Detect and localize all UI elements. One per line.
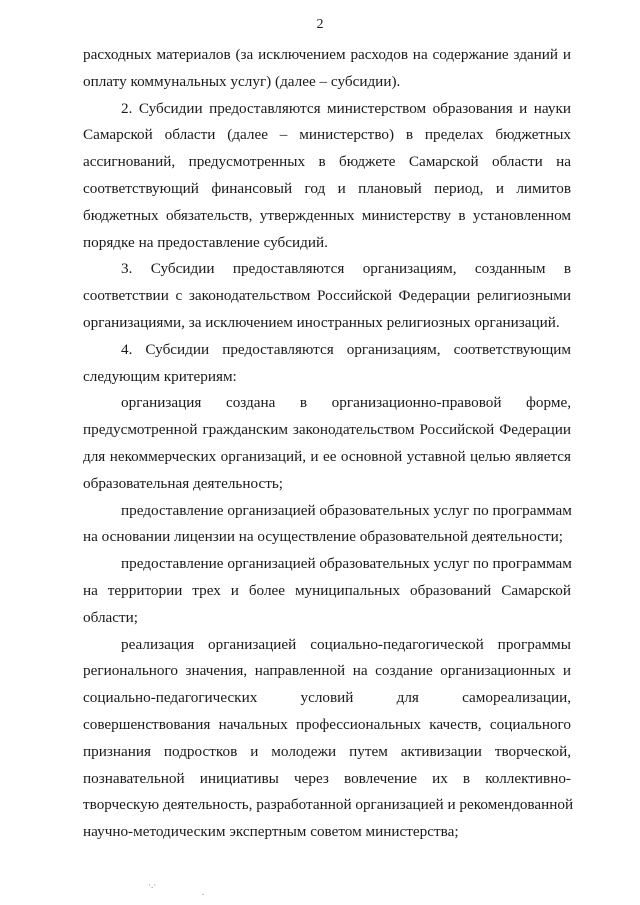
paragraph (83, 632, 574, 846)
paragraph (83, 390, 571, 497)
text-line: совершенствования начальных профессиональных качеств, социального (83, 715, 571, 733)
text-line: соответствующий финансовый год и плановый период, и лимитов (83, 179, 571, 197)
paragraph (83, 498, 571, 552)
document-body (83, 42, 574, 846)
paragraph (83, 337, 571, 391)
scan-speck: . (202, 887, 205, 897)
text-line: бюджетных обязательств, утвержденных министерству в установленном (83, 206, 571, 224)
paragraph (83, 96, 571, 257)
text-line: на территории трех и более муниципальных образований Самарской (83, 581, 571, 599)
text-line: ассигнований, предусмотренных в бюджете Самарской области на (83, 153, 571, 171)
text-line: образовательная деятельность; (83, 474, 283, 492)
text-line: организация создана в организационно-правовой форме, (121, 394, 571, 412)
text-line: предусмотренной гражданским законодательством Российской Федерации (83, 421, 571, 439)
text-line: 3. Субсидии предоставляются организациям, созданным в (121, 260, 571, 278)
text-line: организациями, за исключением иностранных религиозных организаций. (83, 313, 560, 331)
text-line: следующим критериям: (83, 367, 237, 385)
text-line: области; (83, 608, 138, 626)
text-line: творческую деятельность, разработанной организацией и рекомендованной (83, 796, 574, 814)
text-line: социально-педагогических условий для самореализации, (83, 689, 571, 707)
text-line: порядке на предоставление субсидий. (83, 233, 328, 251)
paragraph (83, 256, 571, 336)
text-line: реализация организацией социально-педагогической программы (121, 635, 571, 653)
paragraph (83, 42, 571, 96)
page-number: 2 (316, 17, 324, 32)
text-line: предоставление организацией образовательных услуг по программам (121, 555, 572, 573)
text-line: соответствии с законодательством Российской Федерации религиозными (83, 287, 571, 305)
paragraph (83, 551, 571, 631)
scan-speck: ·.· (148, 880, 157, 890)
text-line: расходных материалов (за исключением расходов на содержание зданий и (83, 46, 571, 63)
text-line: Самарской области (далее – министерство) в пределах бюджетных (83, 126, 571, 144)
text-line: оплату коммунальных услуг) (далее – субсидии). (83, 72, 401, 90)
text-line: регионального значения, направленной на создание организационных и (83, 662, 571, 680)
text-line: 4. Субсидии предоставляются организациям, соответствующим (121, 340, 571, 358)
text-line: на основании лицензии на осуществление образовательной деятельности; (83, 528, 563, 546)
text-line: научно-методическим экспертным советом министерства; (83, 823, 459, 841)
text-line: для некоммерческих организаций, и ее основной уставной целью является (83, 447, 571, 465)
text-line: 2. Субсидии предоставляются министерством образования и науки (121, 99, 571, 117)
text-line: познавательной инициативы через вовлечение их в коллективно- (83, 769, 571, 787)
text-line: предоставление организацией образовательных услуг по программам (121, 501, 572, 519)
text-line: признания подростков и молодежи путем активизации творческой, (83, 742, 571, 760)
